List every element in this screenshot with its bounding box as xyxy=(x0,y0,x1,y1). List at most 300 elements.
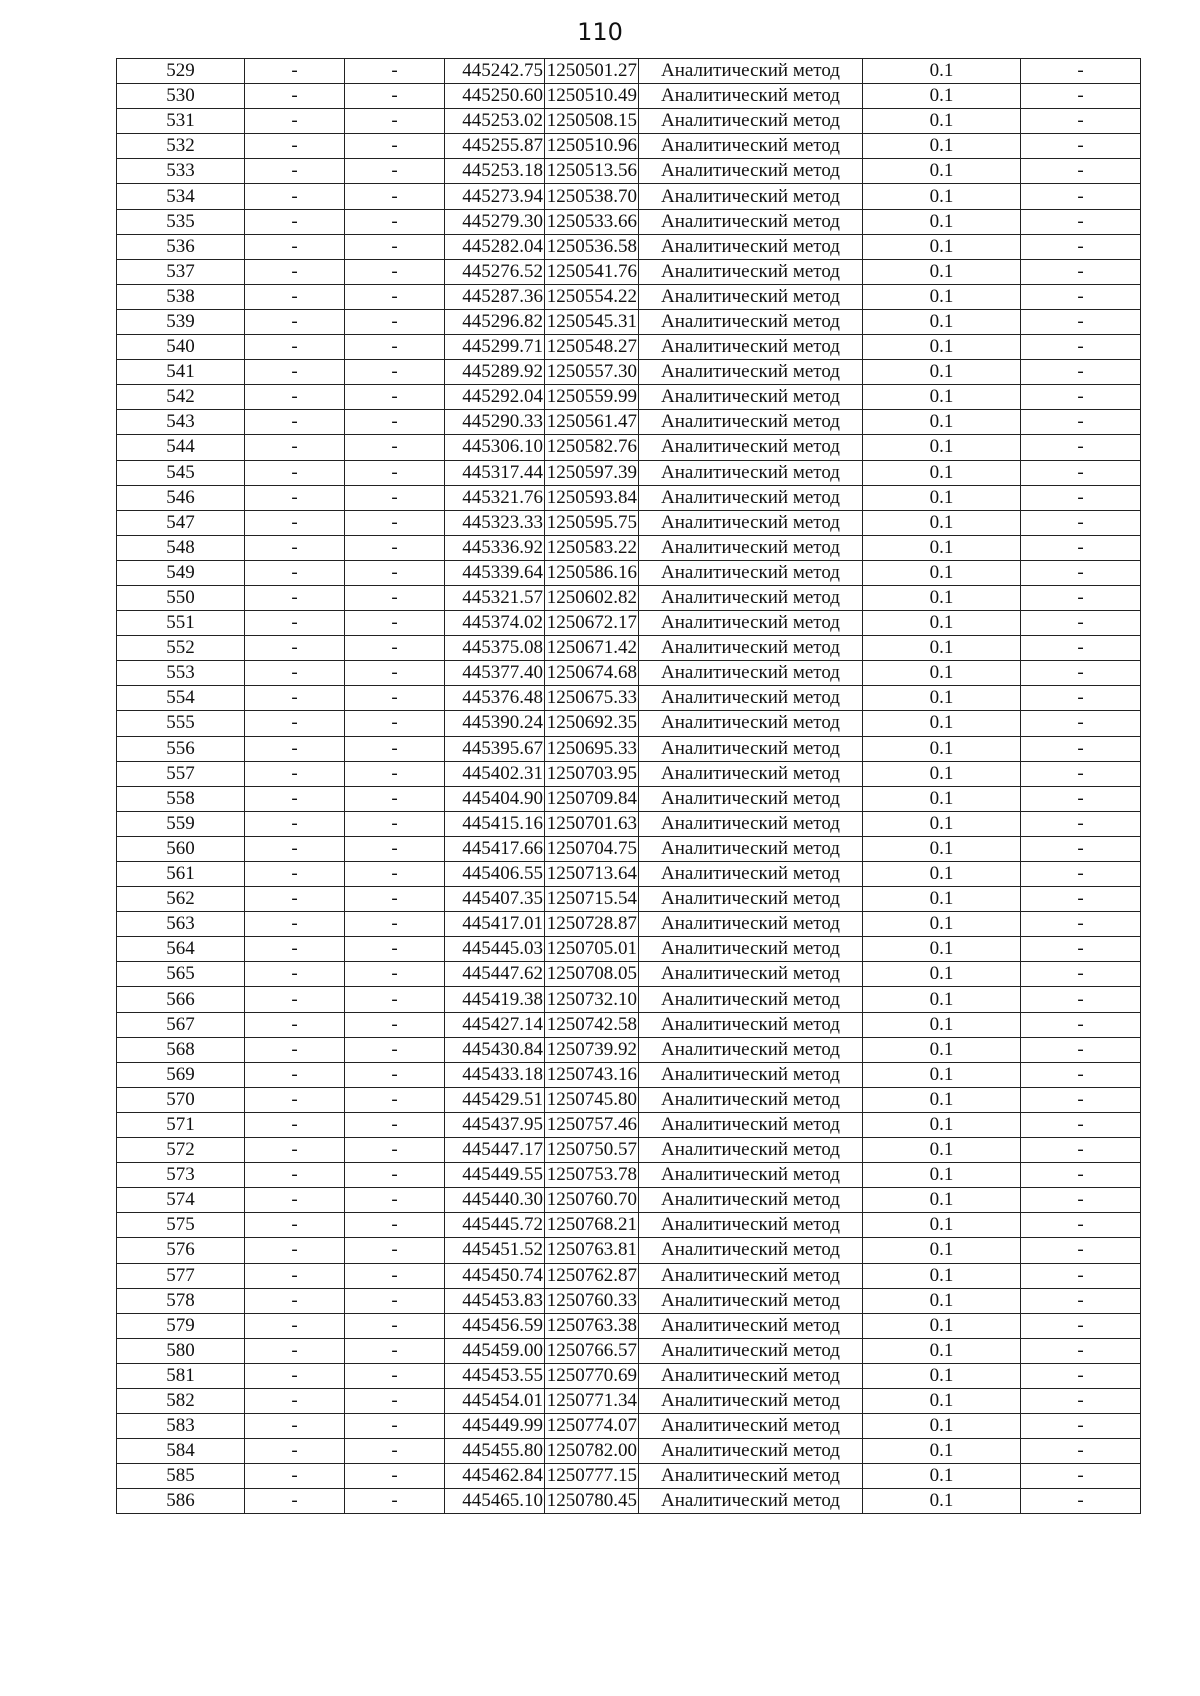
point-number-cell: 561 xyxy=(117,862,245,887)
point-number-cell: 576 xyxy=(117,1238,245,1263)
dash-cell-c: - xyxy=(1021,184,1141,209)
dash-cell-c: - xyxy=(1021,1163,1141,1188)
x-coordinate-cell: 445289.92 xyxy=(445,360,545,385)
y-coordinate-cell: 1250750.57 xyxy=(545,1138,639,1163)
x-coordinate-cell: 445465.10 xyxy=(445,1489,545,1514)
y-coordinate-cell: 1250602.82 xyxy=(545,585,639,610)
y-coordinate-cell: 1250583.22 xyxy=(545,535,639,560)
accuracy-cell: 0.1 xyxy=(863,1338,1021,1363)
dash-cell-a: - xyxy=(245,937,345,962)
x-coordinate-cell: 445376.48 xyxy=(445,686,545,711)
dash-cell-b: - xyxy=(345,284,445,309)
y-coordinate-cell: 1250675.33 xyxy=(545,686,639,711)
x-coordinate-cell: 445429.51 xyxy=(445,1087,545,1112)
y-coordinate-cell: 1250538.70 xyxy=(545,184,639,209)
y-coordinate-cell: 1250704.75 xyxy=(545,836,639,861)
table-row xyxy=(117,912,1141,937)
point-number-cell: 583 xyxy=(117,1414,245,1439)
dash-cell-a: - xyxy=(245,1213,345,1238)
y-coordinate-cell: 1250763.81 xyxy=(545,1238,639,1263)
point-number-cell: 579 xyxy=(117,1313,245,1338)
dash-cell-c: - xyxy=(1021,962,1141,987)
dash-cell-c: - xyxy=(1021,1062,1141,1087)
method-cell: Аналитический метод xyxy=(639,209,863,234)
table-row xyxy=(117,1414,1141,1439)
x-coordinate-cell: 445339.64 xyxy=(445,560,545,585)
x-coordinate-cell: 445276.52 xyxy=(445,259,545,284)
method-cell: Аналитический метод xyxy=(639,711,863,736)
dash-cell-a: - xyxy=(245,811,345,836)
table-row xyxy=(117,1188,1141,1213)
dash-cell-a: - xyxy=(245,485,345,510)
dash-cell-c: - xyxy=(1021,259,1141,284)
dash-cell-c: - xyxy=(1021,1439,1141,1464)
coordinates-table xyxy=(116,58,1141,1514)
point-number-cell: 543 xyxy=(117,410,245,435)
dash-cell-a: - xyxy=(245,84,345,109)
dash-cell-b: - xyxy=(345,335,445,360)
dash-cell-a: - xyxy=(245,711,345,736)
x-coordinate-cell: 445462.84 xyxy=(445,1464,545,1489)
accuracy-cell: 0.1 xyxy=(863,259,1021,284)
dash-cell-c: - xyxy=(1021,636,1141,661)
table-row xyxy=(117,1263,1141,1288)
accuracy-cell: 0.1 xyxy=(863,736,1021,761)
method-cell: Аналитический метод xyxy=(639,385,863,410)
method-cell: Аналитический метод xyxy=(639,435,863,460)
point-number-cell: 568 xyxy=(117,1037,245,1062)
method-cell: Аналитический метод xyxy=(639,335,863,360)
x-coordinate-cell: 445390.24 xyxy=(445,711,545,736)
table-row xyxy=(117,811,1141,836)
x-coordinate-cell: 445445.03 xyxy=(445,937,545,962)
accuracy-cell: 0.1 xyxy=(863,360,1021,385)
dash-cell-b: - xyxy=(345,611,445,636)
x-coordinate-cell: 445430.84 xyxy=(445,1037,545,1062)
method-cell: Аналитический метод xyxy=(639,912,863,937)
dash-cell-b: - xyxy=(345,786,445,811)
accuracy-cell: 0.1 xyxy=(863,811,1021,836)
method-cell: Аналитический метод xyxy=(639,259,863,284)
point-number-cell: 585 xyxy=(117,1464,245,1489)
page-number: 110 xyxy=(577,18,623,46)
dash-cell-c: - xyxy=(1021,862,1141,887)
point-number-cell: 582 xyxy=(117,1388,245,1413)
point-number-cell: 554 xyxy=(117,686,245,711)
dash-cell-b: - xyxy=(345,585,445,610)
method-cell: Аналитический метод xyxy=(639,410,863,435)
point-number-cell: 575 xyxy=(117,1213,245,1238)
dash-cell-b: - xyxy=(345,134,445,159)
dash-cell-b: - xyxy=(345,1213,445,1238)
accuracy-cell: 0.1 xyxy=(863,435,1021,460)
dash-cell-c: - xyxy=(1021,1112,1141,1137)
point-number-cell: 548 xyxy=(117,535,245,560)
table-row xyxy=(117,385,1141,410)
point-number-cell: 542 xyxy=(117,385,245,410)
dash-cell-c: - xyxy=(1021,1464,1141,1489)
method-cell: Аналитический метод xyxy=(639,284,863,309)
x-coordinate-cell: 445282.04 xyxy=(445,234,545,259)
dash-cell-a: - xyxy=(245,987,345,1012)
dash-cell-c: - xyxy=(1021,1363,1141,1388)
x-coordinate-cell: 445445.72 xyxy=(445,1213,545,1238)
y-coordinate-cell: 1250561.47 xyxy=(545,410,639,435)
method-cell: Аналитический метод xyxy=(639,84,863,109)
dash-cell-c: - xyxy=(1021,234,1141,259)
method-cell: Аналитический метод xyxy=(639,1388,863,1413)
dash-cell-b: - xyxy=(345,84,445,109)
dash-cell-b: - xyxy=(345,159,445,184)
table-row xyxy=(117,59,1141,84)
x-coordinate-cell: 445273.94 xyxy=(445,184,545,209)
y-coordinate-cell: 1250774.07 xyxy=(545,1414,639,1439)
point-number-cell: 539 xyxy=(117,309,245,334)
accuracy-cell: 0.1 xyxy=(863,335,1021,360)
accuracy-cell: 0.1 xyxy=(863,284,1021,309)
y-coordinate-cell: 1250760.70 xyxy=(545,1188,639,1213)
point-number-cell: 550 xyxy=(117,585,245,610)
dash-cell-b: - xyxy=(345,385,445,410)
table-row xyxy=(117,862,1141,887)
dash-cell-b: - xyxy=(345,209,445,234)
dash-cell-a: - xyxy=(245,1062,345,1087)
y-coordinate-cell: 1250557.30 xyxy=(545,360,639,385)
table-row xyxy=(117,510,1141,535)
dash-cell-b: - xyxy=(345,711,445,736)
y-coordinate-cell: 1250708.05 xyxy=(545,962,639,987)
accuracy-cell: 0.1 xyxy=(863,1363,1021,1388)
x-coordinate-cell: 445453.83 xyxy=(445,1288,545,1313)
point-number-cell: 549 xyxy=(117,560,245,585)
method-cell: Аналитический метод xyxy=(639,234,863,259)
point-number-cell: 534 xyxy=(117,184,245,209)
dash-cell-a: - xyxy=(245,385,345,410)
table-row xyxy=(117,1363,1141,1388)
dash-cell-a: - xyxy=(245,761,345,786)
dash-cell-c: - xyxy=(1021,309,1141,334)
x-coordinate-cell: 445417.01 xyxy=(445,912,545,937)
dash-cell-b: - xyxy=(345,510,445,535)
x-coordinate-cell: 445306.10 xyxy=(445,435,545,460)
x-coordinate-cell: 445402.31 xyxy=(445,761,545,786)
dash-cell-c: - xyxy=(1021,134,1141,159)
table-row xyxy=(117,335,1141,360)
method-cell: Аналитический метод xyxy=(639,309,863,334)
point-number-cell: 577 xyxy=(117,1263,245,1288)
dash-cell-c: - xyxy=(1021,1414,1141,1439)
x-coordinate-cell: 445459.00 xyxy=(445,1338,545,1363)
dash-cell-b: - xyxy=(345,1188,445,1213)
point-number-cell: 540 xyxy=(117,335,245,360)
accuracy-cell: 0.1 xyxy=(863,385,1021,410)
dash-cell-a: - xyxy=(245,1489,345,1514)
method-cell: Аналитический метод xyxy=(639,59,863,84)
y-coordinate-cell: 1250705.01 xyxy=(545,937,639,962)
dash-cell-a: - xyxy=(245,862,345,887)
dash-cell-a: - xyxy=(245,1112,345,1137)
accuracy-cell: 0.1 xyxy=(863,636,1021,661)
x-coordinate-cell: 445407.35 xyxy=(445,887,545,912)
dash-cell-a: - xyxy=(245,1263,345,1288)
x-coordinate-cell: 445395.67 xyxy=(445,736,545,761)
dash-cell-a: - xyxy=(245,510,345,535)
dash-cell-c: - xyxy=(1021,1138,1141,1163)
dash-cell-b: - xyxy=(345,109,445,134)
method-cell: Аналитический метод xyxy=(639,1087,863,1112)
dash-cell-b: - xyxy=(345,435,445,460)
y-coordinate-cell: 1250732.10 xyxy=(545,987,639,1012)
dash-cell-c: - xyxy=(1021,1263,1141,1288)
method-cell: Аналитический метод xyxy=(639,535,863,560)
point-number-cell: 580 xyxy=(117,1338,245,1363)
table-row xyxy=(117,1288,1141,1313)
point-number-cell: 552 xyxy=(117,636,245,661)
table-row xyxy=(117,1163,1141,1188)
y-coordinate-cell: 1250586.16 xyxy=(545,560,639,585)
dash-cell-c: - xyxy=(1021,736,1141,761)
table-row xyxy=(117,987,1141,1012)
accuracy-cell: 0.1 xyxy=(863,1288,1021,1313)
dash-cell-a: - xyxy=(245,1012,345,1037)
point-number-cell: 531 xyxy=(117,109,245,134)
point-number-cell: 564 xyxy=(117,937,245,962)
method-cell: Аналитический метод xyxy=(639,510,863,535)
table-row xyxy=(117,711,1141,736)
dash-cell-a: - xyxy=(245,435,345,460)
point-number-cell: 530 xyxy=(117,84,245,109)
dash-cell-a: - xyxy=(245,560,345,585)
x-coordinate-cell: 445440.30 xyxy=(445,1188,545,1213)
dash-cell-b: - xyxy=(345,1313,445,1338)
table-row xyxy=(117,535,1141,560)
dash-cell-a: - xyxy=(245,360,345,385)
dash-cell-c: - xyxy=(1021,460,1141,485)
method-cell: Аналитический метод xyxy=(639,661,863,686)
method-cell: Аналитический метод xyxy=(639,761,863,786)
dash-cell-b: - xyxy=(345,836,445,861)
dash-cell-c: - xyxy=(1021,109,1141,134)
dash-cell-a: - xyxy=(245,962,345,987)
dash-cell-b: - xyxy=(345,1062,445,1087)
method-cell: Аналитический метод xyxy=(639,1138,863,1163)
method-cell: Аналитический метод xyxy=(639,811,863,836)
table-row xyxy=(117,1439,1141,1464)
method-cell: Аналитический метод xyxy=(639,1288,863,1313)
dash-cell-a: - xyxy=(245,259,345,284)
dash-cell-a: - xyxy=(245,535,345,560)
point-number-cell: 570 xyxy=(117,1087,245,1112)
dash-cell-a: - xyxy=(245,1288,345,1313)
y-coordinate-cell: 1250771.34 xyxy=(545,1388,639,1413)
table-row xyxy=(117,962,1141,987)
y-coordinate-cell: 1250703.95 xyxy=(545,761,639,786)
y-coordinate-cell: 1250715.54 xyxy=(545,887,639,912)
x-coordinate-cell: 445317.44 xyxy=(445,460,545,485)
dash-cell-c: - xyxy=(1021,1338,1141,1363)
dash-cell-a: - xyxy=(245,1188,345,1213)
dash-cell-c: - xyxy=(1021,59,1141,84)
x-coordinate-cell: 445279.30 xyxy=(445,209,545,234)
dash-cell-a: - xyxy=(245,1439,345,1464)
table-row xyxy=(117,309,1141,334)
accuracy-cell: 0.1 xyxy=(863,535,1021,560)
y-coordinate-cell: 1250766.57 xyxy=(545,1338,639,1363)
dash-cell-b: - xyxy=(345,1464,445,1489)
dash-cell-b: - xyxy=(345,962,445,987)
dash-cell-b: - xyxy=(345,1388,445,1413)
table-row xyxy=(117,1338,1141,1363)
method-cell: Аналитический метод xyxy=(639,1012,863,1037)
method-cell: Аналитический метод xyxy=(639,184,863,209)
y-coordinate-cell: 1250508.15 xyxy=(545,109,639,134)
point-number-cell: 562 xyxy=(117,887,245,912)
point-number-cell: 535 xyxy=(117,209,245,234)
dash-cell-b: - xyxy=(345,811,445,836)
x-coordinate-cell: 445419.38 xyxy=(445,987,545,1012)
dash-cell-b: - xyxy=(345,1238,445,1263)
point-number-cell: 565 xyxy=(117,962,245,987)
dash-cell-a: - xyxy=(245,1338,345,1363)
x-coordinate-cell: 445321.76 xyxy=(445,485,545,510)
table-row xyxy=(117,1138,1141,1163)
point-number-cell: 559 xyxy=(117,811,245,836)
method-cell: Аналитический метод xyxy=(639,460,863,485)
dash-cell-c: - xyxy=(1021,410,1141,435)
y-coordinate-cell: 1250541.76 xyxy=(545,259,639,284)
point-number-cell: 545 xyxy=(117,460,245,485)
dash-cell-c: - xyxy=(1021,937,1141,962)
table-row xyxy=(117,109,1141,134)
dash-cell-b: - xyxy=(345,1414,445,1439)
x-coordinate-cell: 445374.02 xyxy=(445,611,545,636)
point-number-cell: 560 xyxy=(117,836,245,861)
point-number-cell: 533 xyxy=(117,159,245,184)
x-coordinate-cell: 445253.18 xyxy=(445,159,545,184)
dash-cell-b: - xyxy=(345,1338,445,1363)
point-number-cell: 557 xyxy=(117,761,245,786)
accuracy-cell: 0.1 xyxy=(863,1238,1021,1263)
dash-cell-c: - xyxy=(1021,560,1141,585)
x-coordinate-cell: 445292.04 xyxy=(445,385,545,410)
dash-cell-b: - xyxy=(345,535,445,560)
dash-cell-c: - xyxy=(1021,661,1141,686)
table-row xyxy=(117,159,1141,184)
y-coordinate-cell: 1250709.84 xyxy=(545,786,639,811)
table-row xyxy=(117,259,1141,284)
dash-cell-b: - xyxy=(345,1163,445,1188)
y-coordinate-cell: 1250782.00 xyxy=(545,1439,639,1464)
point-number-cell: 536 xyxy=(117,234,245,259)
y-coordinate-cell: 1250692.35 xyxy=(545,711,639,736)
accuracy-cell: 0.1 xyxy=(863,862,1021,887)
dash-cell-c: - xyxy=(1021,510,1141,535)
dash-cell-a: - xyxy=(245,284,345,309)
table-row xyxy=(117,661,1141,686)
dash-cell-b: - xyxy=(345,360,445,385)
y-coordinate-cell: 1250671.42 xyxy=(545,636,639,661)
point-number-cell: 537 xyxy=(117,259,245,284)
table-row xyxy=(117,786,1141,811)
point-number-cell: 586 xyxy=(117,1489,245,1514)
dash-cell-a: - xyxy=(245,460,345,485)
method-cell: Аналитический метод xyxy=(639,485,863,510)
dash-cell-c: - xyxy=(1021,987,1141,1012)
method-cell: Аналитический метод xyxy=(639,887,863,912)
accuracy-cell: 0.1 xyxy=(863,109,1021,134)
table-row xyxy=(117,736,1141,761)
accuracy-cell: 0.1 xyxy=(863,59,1021,84)
y-coordinate-cell: 1250780.45 xyxy=(545,1489,639,1514)
point-number-cell: 556 xyxy=(117,736,245,761)
y-coordinate-cell: 1250757.46 xyxy=(545,1112,639,1137)
dash-cell-c: - xyxy=(1021,209,1141,234)
x-coordinate-cell: 445250.60 xyxy=(445,84,545,109)
accuracy-cell: 0.1 xyxy=(863,962,1021,987)
x-coordinate-cell: 445415.16 xyxy=(445,811,545,836)
method-cell: Аналитический метод xyxy=(639,1489,863,1514)
x-coordinate-cell: 445447.17 xyxy=(445,1138,545,1163)
dash-cell-c: - xyxy=(1021,360,1141,385)
table-row xyxy=(117,611,1141,636)
point-number-cell: 572 xyxy=(117,1138,245,1163)
dash-cell-b: - xyxy=(345,460,445,485)
y-coordinate-cell: 1250768.21 xyxy=(545,1213,639,1238)
dash-cell-c: - xyxy=(1021,611,1141,636)
x-coordinate-cell: 445455.80 xyxy=(445,1439,545,1464)
method-cell: Аналитический метод xyxy=(639,1439,863,1464)
x-coordinate-cell: 445433.18 xyxy=(445,1062,545,1087)
accuracy-cell: 0.1 xyxy=(863,987,1021,1012)
y-coordinate-cell: 1250672.17 xyxy=(545,611,639,636)
dash-cell-c: - xyxy=(1021,335,1141,360)
point-number-cell: 574 xyxy=(117,1188,245,1213)
dash-cell-a: - xyxy=(245,59,345,84)
x-coordinate-cell: 445447.62 xyxy=(445,962,545,987)
dash-cell-b: - xyxy=(345,1288,445,1313)
method-cell: Аналитический метод xyxy=(639,1464,863,1489)
point-number-cell: 578 xyxy=(117,1288,245,1313)
table-row xyxy=(117,1238,1141,1263)
dash-cell-b: - xyxy=(345,1439,445,1464)
method-cell: Аналитический метод xyxy=(639,109,863,134)
dash-cell-a: - xyxy=(245,209,345,234)
method-cell: Аналитический метод xyxy=(639,1037,863,1062)
x-coordinate-cell: 445406.55 xyxy=(445,862,545,887)
x-coordinate-cell: 445454.01 xyxy=(445,1388,545,1413)
accuracy-cell: 0.1 xyxy=(863,134,1021,159)
accuracy-cell: 0.1 xyxy=(863,560,1021,585)
table-row xyxy=(117,1388,1141,1413)
dash-cell-a: - xyxy=(245,1414,345,1439)
accuracy-cell: 0.1 xyxy=(863,1489,1021,1514)
table-row xyxy=(117,887,1141,912)
table-row xyxy=(117,84,1141,109)
dash-cell-c: - xyxy=(1021,1188,1141,1213)
table-row xyxy=(117,1012,1141,1037)
method-cell: Аналитический метод xyxy=(639,1238,863,1263)
dash-cell-b: - xyxy=(345,912,445,937)
y-coordinate-cell: 1250548.27 xyxy=(545,335,639,360)
y-coordinate-cell: 1250595.75 xyxy=(545,510,639,535)
accuracy-cell: 0.1 xyxy=(863,184,1021,209)
point-number-cell: 584 xyxy=(117,1439,245,1464)
table-row xyxy=(117,937,1141,962)
y-coordinate-cell: 1250739.92 xyxy=(545,1037,639,1062)
dash-cell-a: - xyxy=(245,1238,345,1263)
dash-cell-b: - xyxy=(345,736,445,761)
dash-cell-c: - xyxy=(1021,1087,1141,1112)
